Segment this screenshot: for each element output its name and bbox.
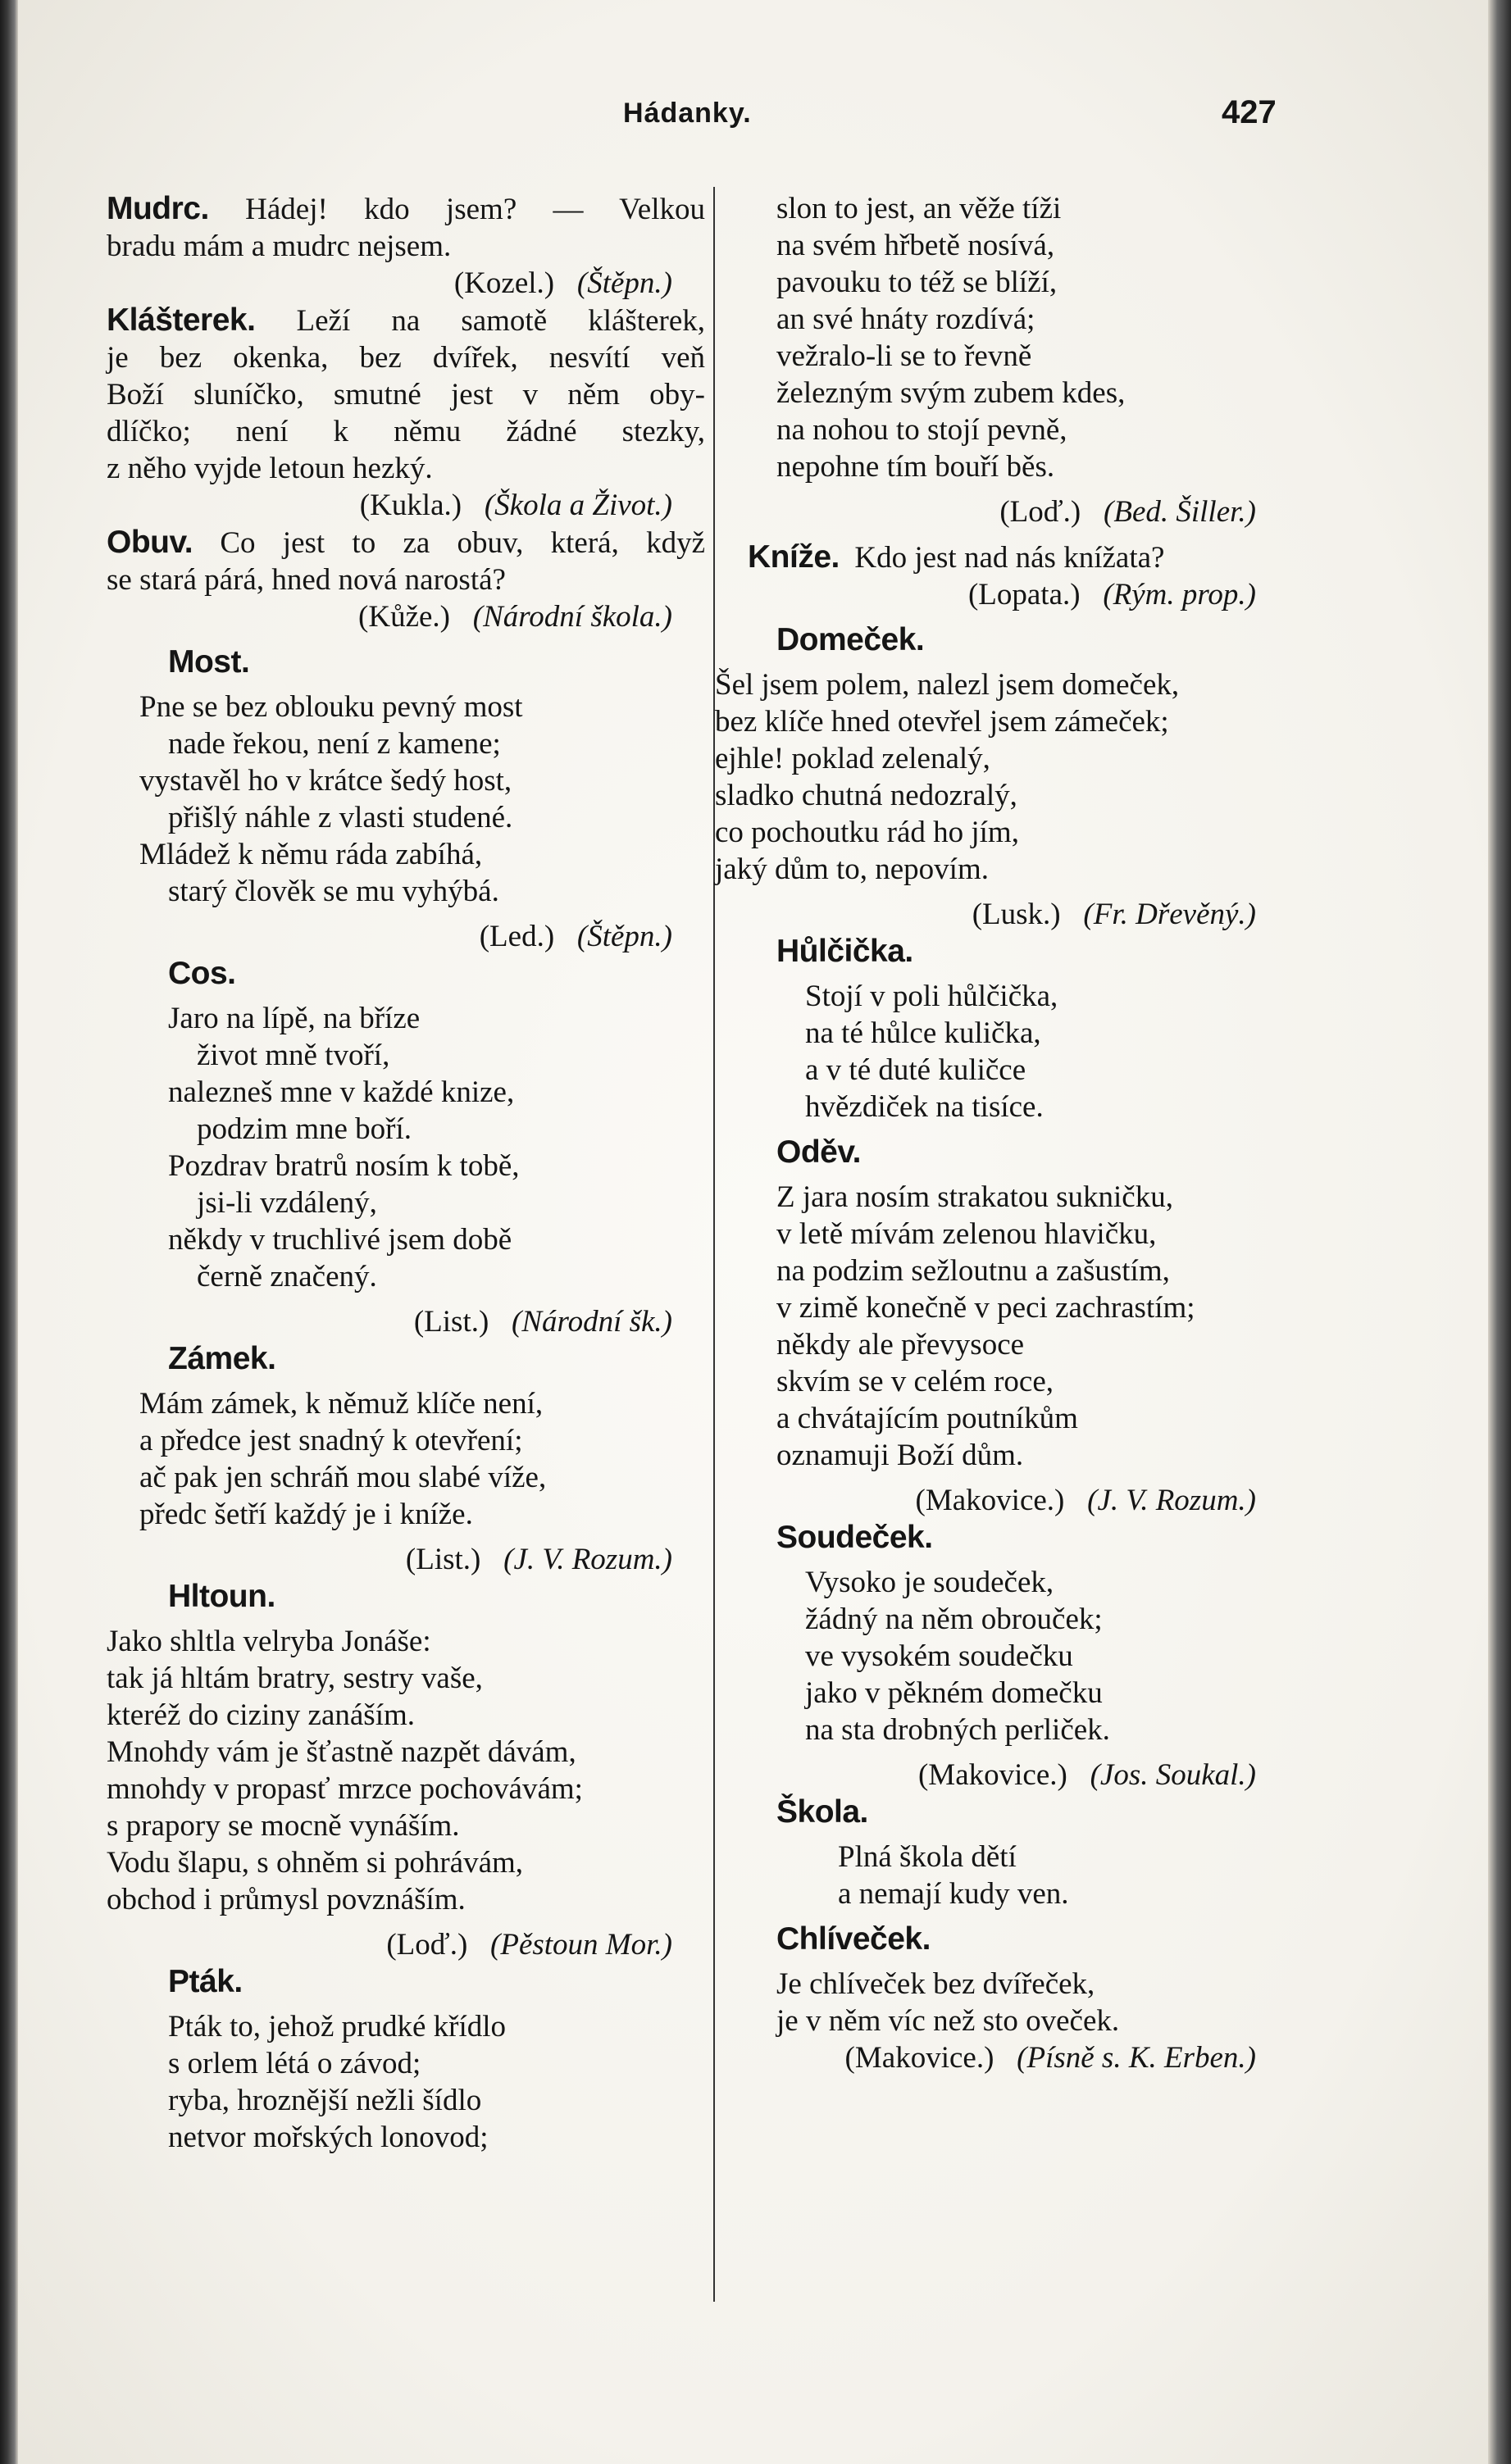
riddle-line: sladko chutná nedozralý,: [715, 779, 1017, 812]
riddle-most: [107, 643, 705, 955]
riddle-source: (Jos. Soukal.): [1090, 1758, 1256, 1792]
riddle-title: Mudrc.: [107, 191, 209, 226]
riddle-line: Pozdrav bratrů nosím k tobě,: [168, 1149, 520, 1183]
riddle-first-line: Klášterek. Leží na samotě klášterek,: [107, 302, 706, 338]
riddle-line: jsi-li vzdálený,: [197, 1186, 377, 1220]
riddle-title: Hltoun.: [168, 1579, 275, 1614]
riddle-line: ač pak jen schráň mou slabé víže,: [139, 1461, 547, 1494]
riddle-source: (Pěstoun Mor.): [490, 1928, 672, 1962]
riddle-line: Boží sluníčko, smutné jest v něm oby-: [107, 378, 705, 411]
riddle-answer: (Lopata.): [967, 578, 1081, 611]
riddle-line: s orlem létá o závod;: [168, 2047, 421, 2080]
riddle-attribution: [715, 576, 1289, 613]
riddle-line: hvězdiček na tisíce.: [805, 1090, 1044, 1124]
riddle-line: tak já hltám bratry, sestry vaše,: [107, 1662, 483, 1695]
riddle-line: Plná škola dětí: [838, 1840, 1017, 1874]
riddle-title: Pták.: [168, 1964, 243, 1999]
riddle-line: slon to jest, an věže tíži: [776, 192, 1062, 225]
riddle-line: mnohdy v propasť mrzce pochovávám;: [107, 1772, 583, 1806]
riddle-line: z něho vyjde letoun hezký.: [107, 452, 433, 485]
riddle-source: (Rým. prop.): [1103, 578, 1256, 611]
riddle-attribution: [107, 1303, 705, 1340]
riddle-attribution: [715, 493, 1289, 530]
riddle-title: Škola.: [776, 1794, 868, 1830]
riddle-line: se stará párá, hned nová narostá?: [107, 563, 506, 597]
riddle-hltoun: [107, 1578, 705, 1963]
riddle-answer: (Loď.): [999, 495, 1081, 529]
riddle-line: v letě mívám zelenou hlavičku,: [776, 1217, 1157, 1251]
riddle-title: Hůlčička.: [776, 934, 913, 969]
riddle-line: Pne se bez oblouku pevný most: [139, 690, 523, 724]
riddle-line: kteréž do ciziny zanáším.: [107, 1698, 415, 1732]
riddle-line: na sta drobných perliček.: [805, 1713, 1110, 1747]
riddle-line: železným svým zubem kdes,: [776, 376, 1126, 410]
riddle-source: (Národní škola.): [472, 600, 672, 634]
riddle-line: nepohne tím bouří běs.: [776, 450, 1055, 484]
riddle-line: jako v pěkném domečku: [805, 1676, 1103, 1710]
riddle-ptak: [107, 1963, 705, 2156]
riddle-title: Zámek.: [168, 1341, 276, 1376]
riddle-line: na té hůlce kulička,: [805, 1016, 1041, 1050]
riddle-line: Mnohdy vám je šťastně nazpět dávám,: [107, 1735, 576, 1769]
riddle-attribution: [107, 598, 705, 635]
riddle-line: ve vysokém soudečku: [805, 1639, 1073, 1673]
riddle-answer: (Led.): [479, 920, 555, 953]
riddle-line: a chvátajícím poutníkům: [776, 1402, 1078, 1435]
riddle-answer: (Makovice.): [917, 1758, 1067, 1792]
riddle-line: Mám zámek, k němuž klíče není,: [139, 1387, 544, 1421]
riddle-zamek: [107, 1340, 705, 1578]
page-binding-edge: [0, 0, 18, 2464]
riddle-line: an své hnáty rozdívá;: [776, 302, 1035, 336]
page-right-edge: [1488, 0, 1511, 2464]
riddle-line: na nohou to stojí pevně,: [776, 413, 1067, 447]
riddle-title: Most.: [168, 644, 250, 680]
riddle-first-line: Kníže. Kdo jest nad nás knížata?: [748, 539, 1165, 575]
riddle-source: (Písně s. K. Erben.): [1017, 2041, 1256, 2075]
riddle-line: dlíčko; není k němu žádné stezky,: [107, 415, 705, 448]
riddle-title: Soudeček.: [776, 1520, 933, 1555]
riddle-line: přišlý náhle z vlasti studené.: [168, 801, 513, 834]
riddle-source: (Bed. Šiller.): [1104, 495, 1256, 529]
riddle-title: Klášterek.: [107, 302, 256, 338]
running-title: Hádanky.: [623, 98, 752, 129]
riddle-line: vystavěl ho v krátce šedý host,: [139, 764, 512, 798]
riddle-line: skvím se v celém roce,: [776, 1365, 1054, 1398]
right-column: [715, 190, 1289, 2076]
riddle-line: bez klíče hned otevřel jsem zámeček;: [715, 705, 1169, 739]
riddle-attribution: [107, 1541, 705, 1578]
riddle-source: (Štěpn.): [576, 920, 672, 953]
riddle-line: na svém hřbetě nosívá,: [776, 229, 1055, 262]
riddle-answer: (List.): [413, 1305, 489, 1339]
riddle-title: Domeček.: [776, 622, 925, 657]
riddle-line: co pochoutku rád ho jím,: [715, 816, 1019, 849]
riddle-answer: (Lusk.): [972, 898, 1061, 931]
riddle-mudrc: [107, 190, 705, 302]
riddle-line: oznamuji Boží dům.: [776, 1439, 1024, 1472]
riddle-cos: [107, 955, 705, 1340]
riddle-line: žádný na něm obrouček;: [805, 1603, 1103, 1636]
riddle-source: (Škola a Život.): [484, 489, 672, 522]
riddle-attribution: [715, 1757, 1289, 1793]
riddle-line: někdy ale převysoce: [776, 1328, 1025, 1362]
riddle-line: ryba, hroznější nežli šídlo: [168, 2084, 482, 2117]
riddle-line: bradu mám a mudrc nejsem.: [107, 230, 452, 263]
riddle-domecek: [715, 621, 1289, 933]
riddle-title: Chlíveček.: [776, 1921, 931, 1957]
riddle-answer: (Kůže.): [358, 600, 451, 634]
riddle-source: (J. V. Rozum.): [503, 1543, 672, 1576]
riddle-title: Obuv.: [107, 525, 193, 560]
riddle-line: je bez okenka, bez dvířek, nesvítí veň: [107, 341, 705, 375]
riddle-answer: (Kukla.): [359, 489, 462, 522]
riddle-line: nade řekou, není z kamene;: [168, 727, 501, 761]
riddle-line: starý člověk se mu vyhýbá.: [168, 875, 499, 908]
riddle-first-line: Mudrc. Hádej! kdo jsem? — Velkou: [107, 191, 706, 226]
riddle-soudecek: [715, 1519, 1289, 1793]
riddle-klasterek: [107, 302, 705, 524]
riddle-line: je v něm víc než sto oveček.: [776, 2004, 1120, 2038]
riddle-line: netvor mořských lonovod;: [168, 2121, 489, 2154]
riddle-line: na podzim sežloutnu a zašustím,: [776, 1254, 1170, 1288]
riddle-title: Kníže.: [748, 539, 840, 575]
riddle-answer: (Makovice.): [915, 1484, 1065, 1517]
riddle-line: pavouku to též se blíží,: [776, 266, 1058, 299]
riddle-line: Pták to, jehož prudké křídlo: [168, 2010, 507, 2043]
riddle-attribution: [107, 487, 705, 524]
riddle-line: Z jara nosím strakatou sukničku,: [776, 1180, 1173, 1214]
riddle-line: podzim mne boří.: [197, 1112, 412, 1146]
riddle-line: Jako shltla velryba Jonáše:: [107, 1625, 431, 1658]
riddle-first-line: Obuv. Co jest to za obuv, která, když: [107, 525, 705, 560]
riddle-answer: (List.): [405, 1543, 481, 1576]
page-header: [0, 94, 1511, 143]
riddle-answer: (Loď.): [386, 1928, 468, 1962]
riddle-line: ejhle! poklad zelenalý,: [715, 742, 990, 775]
riddle-source: (J. V. Rozum.): [1087, 1484, 1256, 1517]
riddle-knize: [715, 539, 1289, 613]
riddle-line: a nemají kudy ven.: [838, 1877, 1069, 1911]
riddle-line: vežralo-li se to řevně: [776, 339, 1032, 373]
riddle-answer: (Kozel.): [453, 266, 555, 300]
riddle-attribution: [715, 2039, 1289, 2076]
riddle-attribution: [107, 265, 705, 302]
riddle-attribution: [715, 1482, 1289, 1519]
riddle-source: (Fr. Dřevěný.): [1083, 898, 1256, 931]
riddle-line: Je chlíveček bez dvířeček,: [776, 1967, 1095, 2001]
riddle-attribution: [107, 1926, 705, 1963]
left-column: [107, 190, 705, 2156]
riddle-source: (Štěpn.): [576, 266, 672, 300]
riddle-line: Jaro na lípě, na bříze: [168, 1002, 421, 1035]
riddle-chlivecek: [715, 1921, 1289, 2076]
riddle-line: jaký dům to, nepovím.: [715, 852, 989, 886]
riddle-odev: [715, 1134, 1289, 1519]
riddle-line: černě značený.: [197, 1260, 377, 1293]
riddle-skola: [715, 1793, 1289, 1912]
riddle-line: v zimě konečně v peci zachrastím;: [776, 1291, 1195, 1325]
riddle-line: nalezneš mne v každé knize,: [168, 1075, 515, 1109]
riddle-title: Oděv.: [776, 1134, 861, 1170]
riddle-attribution: [107, 918, 705, 955]
riddle-answer: (Makovice.): [844, 2041, 994, 2075]
riddle-ptak-continued: [715, 190, 1289, 530]
riddle-title: Cos.: [168, 956, 236, 991]
riddle-line: Šel jsem polem, nalezl jsem domeček,: [715, 668, 1180, 702]
riddle-source: (Národní šk.): [512, 1305, 672, 1339]
riddle-line: Stojí v poli hůlčička,: [805, 980, 1058, 1013]
riddle-line: s prapory se mocně vynáším.: [107, 1809, 460, 1843]
riddle-line: předc šetří každý je i kníže.: [139, 1498, 473, 1531]
riddle-line: obchod i průmysl povznáším.: [107, 1883, 466, 1916]
riddle-obuv: [107, 524, 705, 635]
riddle-hulcicka: [715, 933, 1289, 1125]
riddle-line: a předce jest snadný k otevření;: [139, 1424, 523, 1457]
riddle-attribution: [715, 896, 1289, 933]
page-number: 427: [1222, 94, 1277, 130]
riddle-line: život mně tvoří,: [197, 1039, 390, 1072]
riddle-line: Vodu šlapu, s ohněm si pohrávám,: [107, 1846, 524, 1880]
riddle-line: Mládež k němu ráda zabíhá,: [139, 838, 483, 871]
riddle-line: Vysoko je soudeček,: [805, 1566, 1054, 1599]
riddle-line: a v té duté kuličce: [805, 1053, 1026, 1087]
riddle-line: někdy v truchlivé jsem době: [168, 1223, 512, 1257]
